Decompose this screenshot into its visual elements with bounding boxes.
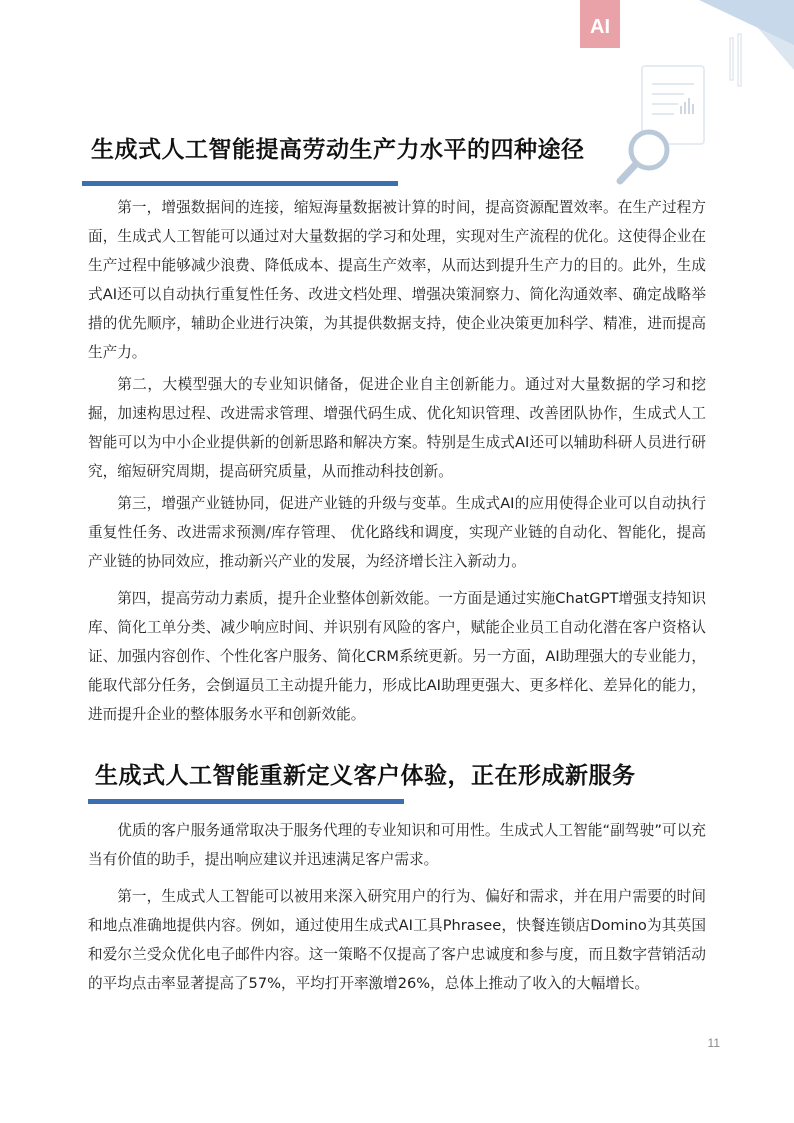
header-illustration xyxy=(534,0,794,200)
paragraph: 第二，大模型强大的专业知识储备，促进企业自主创新能力。通过对大量数据的学习和挖掘，加速构思过程、改进需求管理、增强代码生成、优化知识管理、改善团队协作，生成式人工智能可以为中小企业提供新的创新思路和解决方案。特别是生成式AI还可以辅助科研人员进行研究，缩短研究周期，提高研究质量，从而推动科技创新。 xyxy=(88,376,706,480)
heading-underline xyxy=(82,181,398,186)
page-number: 11 xyxy=(707,1036,720,1050)
section-heading-customer-experience: 生成式人工智能重新定义客户体验，正在形成新服务 xyxy=(95,763,636,789)
section-heading-productivity: 生成式人工智能提高劳动生产力水平的四种途径 xyxy=(91,137,585,163)
paragraph: 第四，提高劳动力素质，提升企业整体创新效能。一方面是通过实施ChatGPT增强支持知识库、简化工单分类、减少响应时间、并识别有风险的客户，赋能企业员工自动化潜在客户资格认证、加强内容创作、个性化客户服务、简化CRM系统更新。另一方面，AI助理强大的专业能力，能取代部分任务，会倒逼员工主动提升能力，形成比AI助理更强大、更多样化、差异化的能力，进而提升企业的整体服务水平和创新效能。 xyxy=(88,590,706,723)
vertical-bars-decor xyxy=(730,34,741,86)
heading-underline xyxy=(88,799,404,804)
paragraph: 优质的客户服务通常取决于服务代理的专业知识和可用性。生成式人工智能“副驾驶”可以充当有价值的助手，提出响应建议并迅速满足客户需求。 xyxy=(88,822,706,868)
diagonal-band-dark xyxy=(699,0,794,45)
ai-badge-icon xyxy=(580,0,620,48)
paragraph: 第一，生成式人工智能可以被用来深入研究用户的行为、偏好和需求，并在用户需要的时间和地点准确地提供内容。例如，通过使用生成式AI工具Phrasee，快餐连锁店Domino为其英国和爱尔兰受众优化电子邮件内容。这一策略不仅提高了客户忠诚度和参与度，而且数字营销活动的平均点击率显著提高了57%，平均打开率激增26%，总体上推动了收入的大幅增长。 xyxy=(88,888,706,992)
paragraph: 第一，增强数据间的连接，缩短海量数据被计算的时间，提高资源配置效率。在生产过程方面，生成式人工智能可以通过对大量数据的学习和处理，实现对生产流程的优化。这使得企业在生产过程中能够减少浪费、降低成本、提高生产效率，从而达到提升生产力的目的。此外，生成式AI还可以自动执行重复性任务、改进文档处理、增强决策洞察力、简化沟通效率、确定战略举措的优先顺序，辅助企业进行决策，为其提供数据支持，使企业决策更加科学、精准，进而提高生产力。 xyxy=(88,199,706,361)
magnifier-icon xyxy=(620,132,667,181)
svg-text:AI: AI xyxy=(590,16,610,38)
paragraph: 第三，增强产业链协同，促进产业链的升级与变革。生成式AI的应用使得企业可以自动执行重复性任务、改进需求预测/库存管理、 优化路线和调度，实现产业链的自动化、智能化，提高产业链的协同效应，推动新兴产业的发展，为经济增长注入新动力。 xyxy=(88,495,706,570)
